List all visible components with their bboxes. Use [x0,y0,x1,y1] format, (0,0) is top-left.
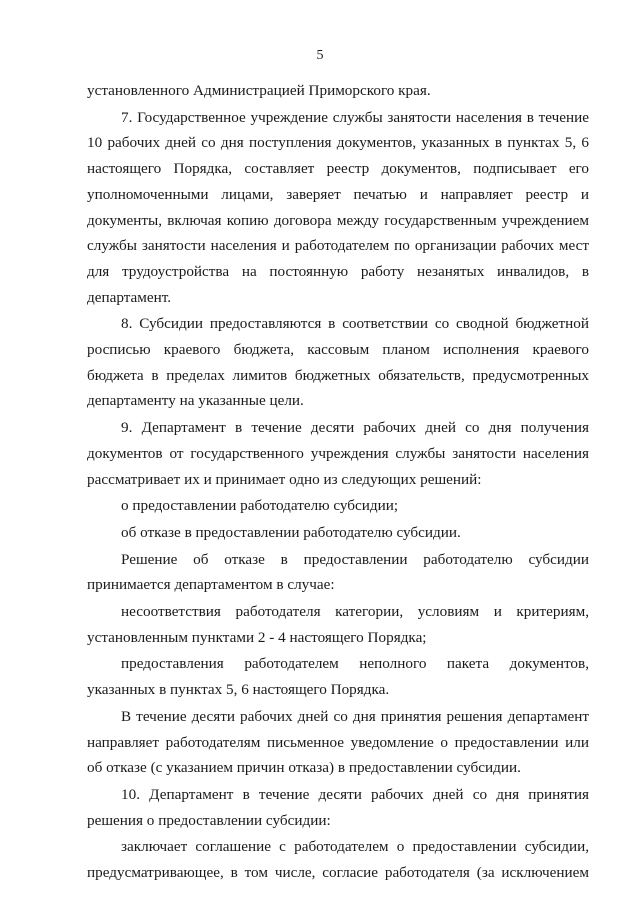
document-body [87,78,589,886]
paragraph-continuation: установленного Администрацией Приморского края. [87,82,431,99]
paragraph-item-10: 10. Департамент в течение десяти рабочих дней со дня принятия решения о предоставлении субсидии: [87,785,589,829]
paragraph-notification: В течение десяти рабочих дней со дня принятия решения департамент направляет работодателям письменное уведомление о предоставлении или об отказе (с указанием причин отказа) в предоставлении субсидии. [87,707,589,777]
paragraph-item-8: 8. Субсидии предоставляются в соответствии со сводной бюджетной росписью краевого бюджета, кассовым планом исполнения краевого бюджета в пределах лимитов бюджетных обязательств, предусмотренных департаменту на указанные цели. [87,315,589,410]
paragraph-decision-grant: о предоставлении работодателю субсидии; [121,497,399,515]
paragraph-item-9: 9. Департамент в течение десяти рабочих дней со дня получения документов от государственного учреждения службы занятости населения рассматривает их и принимает одно из следующих решений: [87,419,589,488]
paragraph-item-7: 7. Государственное учреждение службы занятости населения в течение 10 рабочих дней со дня поступления документов, указанных в пунктах 5, 6 настоящего Порядка, составляет реестр документов, подписывает его уполномоченными лицами, заверяет печатью и направляет реестр и документы, включая копию договора между государственным учреждением службы занятости населения и работодателем по организации рабочих мест для трудоустройства на постоянную работу незанятых инвалидов, в департамент. [87,108,589,306]
paragraph-agreement: заключает соглашение с работодателем о предоставлении субсидии, предусматривающее, в том числе, согласие работодателя (за исключением [87,838,589,882]
paragraph-refusal-reason-1: несоответствия работодателя категории, условиям и критериям, установленным пунктами 2 - 4 настоящего Порядка; [87,603,589,646]
paragraph-refusal-reason-2: предоставления работодателем неполного пакета документов, указанных в пунктах 5, 6 настоящего Порядка. [87,655,589,699]
paragraph-decision-refusal: об отказе в предоставлении работодателю субсидии. [121,523,461,541]
page-number: 5 [316,48,324,63]
paragraph-refusal-cases: Решение об отказе в предоставлении работодателю субсидии принимается департаментом в случае: [87,550,589,594]
